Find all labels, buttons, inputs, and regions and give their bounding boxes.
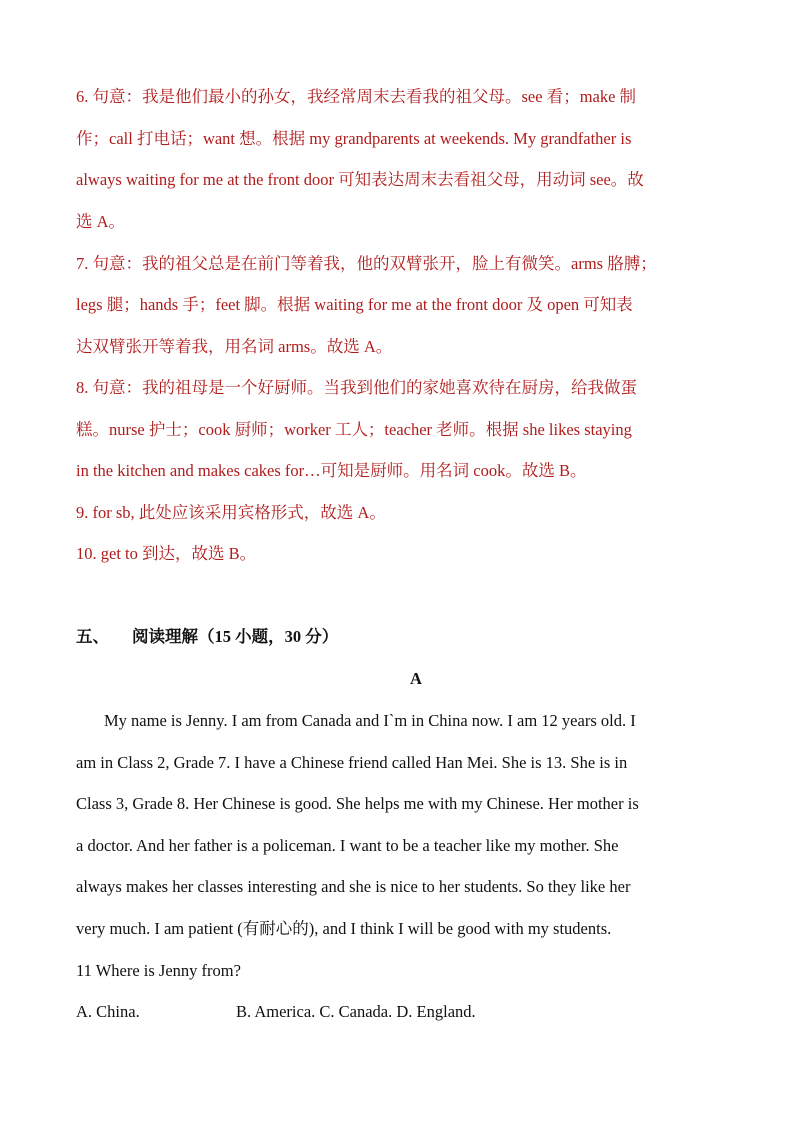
passage-line: always makes her classes interesting and she is nice to her students. So they like her [76, 877, 631, 896]
explanation-line: always waiting for me at the front door 可知表达周末去看祖父母，用动词 see。故 [76, 170, 644, 189]
option-a: A. China. [76, 1002, 140, 1021]
section-title: 阅读理解（15 小题，30 分） [132, 627, 339, 646]
question-options [76, 1001, 476, 1023]
explanation-line: legs 腿；hands 手；feet 脚。根据 waiting for me at the front door 及 open 可知表 [76, 295, 633, 314]
passage-label: A [410, 669, 422, 688]
section-heading [76, 626, 338, 648]
question-stem: 11 Where is Jenny from? [76, 961, 241, 980]
passage-line: Class 3, Grade 8. Her Chinese is good. She helps me with my Chinese. Her mother is [76, 794, 639, 813]
passage-line: am in Class 2, Grade 7. I have a Chinese friend called Han Mei. She is 13. She is in [76, 753, 628, 772]
explanation-line: 作；call 打电话；want 想。根据 my grandparents at weekends. My grandfather is [76, 129, 632, 148]
explanation-line: 糕。nurse 护士；cook 厨师；worker 工人；teacher 老师。根据 she likes staying [76, 420, 632, 439]
explanation-line: 达双臂张开等着我，用名词 arms。故选 A。 [76, 337, 393, 356]
explanation-line: 选 A。 [76, 212, 126, 231]
explanation-line: 7. 句意：我的祖父总是在前门等着我，他的双臂张开，脸上有微笑。arms 胳膊； [76, 254, 657, 273]
option-b-c-d: B. America. C. Canada. D. England. [236, 1002, 476, 1021]
explanation-line: 6. 句意：我是他们最小的孙女，我经常周末去看我的祖父母。see 看；make 制 [76, 87, 637, 106]
explanation-line: 8. 句意：我的祖母是一个好厨师。当我到他们的家她喜欢待在厨房，给我做蛋 [76, 378, 637, 397]
passage-line: My name is Jenny. I am from Canada and I`m in China now. I am 12 years old. I [104, 711, 636, 730]
explanation-line: in the kitchen and makes cakes for…可知是厨师。用名词 cook。故选 B。 [76, 461, 587, 480]
explanation-line: 10. get to 到达，故选 B。 [76, 544, 257, 563]
section-number: 五、 [76, 627, 109, 646]
passage-line: very much. I am patient (有耐心的), and I think I will be good with my students. [76, 919, 612, 938]
passage-line: a doctor. And her father is a policeman. I want to be a teacher like my mother. She [76, 836, 619, 855]
explanation-line: 9. for sb, 此处应该采用宾格形式，故选 A。 [76, 503, 386, 522]
